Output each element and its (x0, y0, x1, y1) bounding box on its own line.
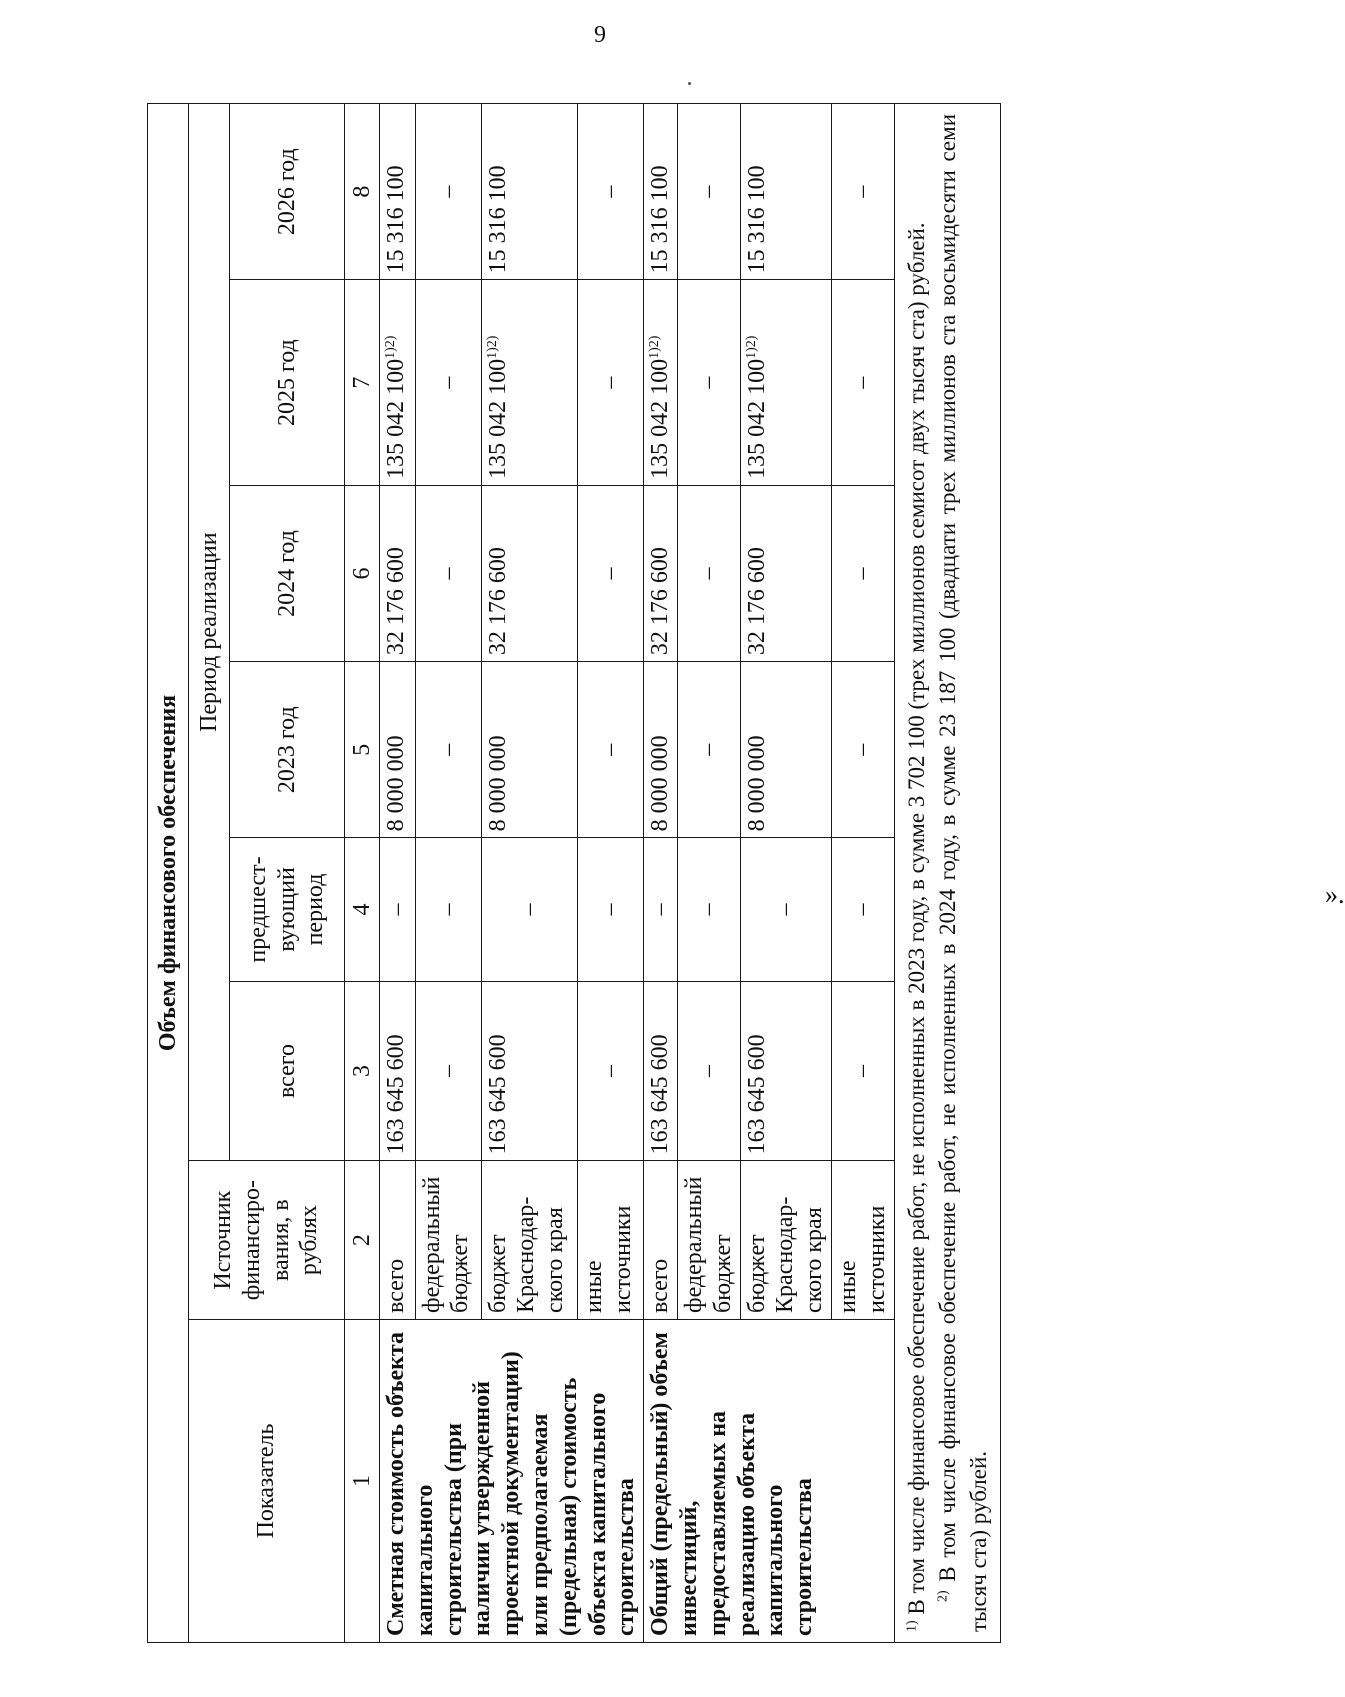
table-row (380, 104, 416, 1643)
year-2024-cell-value: – (695, 567, 722, 580)
total-cell (481, 981, 577, 1161)
year-2025-cell-value: 135 042 100 (647, 358, 674, 479)
year-2024-cell (677, 485, 740, 661)
year-2024-cell (415, 485, 481, 661)
year-2026-cell-value: – (695, 185, 722, 198)
year-2024-cell-value: – (849, 567, 876, 580)
year-2024-cell (740, 485, 831, 661)
col-number-2: 2 (345, 1161, 380, 1320)
source-cell-value: бюджет Краснодар-ского края (484, 1196, 569, 1313)
source-cell (831, 1161, 894, 1320)
footnote (901, 114, 932, 1632)
source-cell-value: иные источники (834, 1205, 890, 1313)
year-2026-cell (481, 104, 577, 280)
year-2024-cell-value: 32 176 600 (383, 547, 409, 656)
year-2026-header: 2026 год (230, 104, 345, 280)
previous-period-cell (677, 838, 740, 981)
period-header: Период реализации (189, 104, 230, 1161)
previous-period-cell (644, 838, 678, 981)
year-2025-cell-value: – (849, 376, 876, 389)
source-cell-value: всего (383, 1258, 409, 1313)
total-cell-value: – (849, 1065, 876, 1078)
year-2023-cell-value: 8 000 000 (383, 735, 409, 832)
year-2026-cell (644, 104, 678, 280)
year-2025-cell (677, 280, 740, 486)
source-cell (481, 1161, 577, 1320)
previous-period-cell-value: – (516, 903, 542, 916)
year-2025-cell (481, 280, 577, 486)
total-cell-value: – (434, 1065, 461, 1078)
footnote-text: В том числе финансовое обеспечение работ, не исполненных в 2023 году, в сумме 3 702 100 (трех миллионов семисот двух тысяч ста) рублей. (903, 222, 929, 1615)
col-number-5: 5 (345, 662, 380, 838)
footnote-reference: 1)2) (383, 335, 398, 359)
total-cell-value: 163 645 600 (383, 1034, 409, 1155)
year-2025-cell (644, 280, 678, 486)
col-number-1: 1 (345, 1319, 380, 1642)
year-2023-cell (644, 662, 678, 838)
volume-header: Объем финансового обеспечения (148, 104, 189, 1643)
previous-period-header: предшест-вующий период (230, 838, 345, 981)
total-cell (831, 981, 894, 1161)
year-2025-cell (578, 280, 644, 486)
year-2024-cell-value: – (434, 567, 461, 580)
year-2023-cell-value: – (597, 743, 624, 756)
year-2026-cell (677, 104, 740, 280)
previous-period-cell-value: – (597, 903, 624, 916)
year-2023-cell (380, 662, 416, 838)
total-cell (644, 981, 678, 1161)
year-2026-cell (578, 104, 644, 280)
total-cell-value: 163 645 600 (647, 1034, 674, 1155)
source-cell-value: федеральный бюджет (680, 1176, 736, 1313)
source-cell (677, 1161, 740, 1320)
year-2026-cell-value: – (434, 185, 461, 198)
year-2025-cell-value: 135 042 100 (383, 358, 409, 479)
source-cell-value: федеральный бюджет (418, 1176, 474, 1313)
total-cell (578, 981, 644, 1161)
year-2023-cell (740, 662, 831, 838)
total-cell (677, 981, 740, 1161)
total-cell (740, 981, 831, 1161)
source-cell-value: иные источники (581, 1205, 636, 1313)
year-2024-cell-value: 32 176 600 (484, 547, 511, 656)
rotated-table-block (147, 103, 1057, 1643)
total-header: всего (230, 981, 345, 1161)
col-number-3: 3 (345, 981, 380, 1161)
col-number-6: 6 (345, 485, 380, 661)
total-cell-value: 163 645 600 (484, 1034, 511, 1155)
previous-period-cell (415, 838, 481, 981)
year-2023-cell (481, 662, 577, 838)
page-number: 9 (594, 22, 606, 48)
year-2026-cell-value: – (597, 185, 624, 198)
year-2025-cell-value: – (434, 376, 461, 389)
total-cell-value: – (597, 1065, 624, 1078)
footnote-mark: 1) (903, 1620, 919, 1632)
year-2025-cell (380, 280, 416, 486)
year-2025-cell-value: 135 042 100 (743, 358, 770, 479)
scan-speck (688, 82, 691, 85)
source-cell-value: бюджет Краснодар-ского края (743, 1196, 828, 1313)
footnote-text: В том числе финансовое обеспечение работ, не исполненных в 2024 году, в сумме 23 187 100 (двадцати трех миллионов ста восьмидесяти семи тысяч ста) рублей. (934, 113, 991, 1632)
footnote-reference: 1)2) (647, 335, 663, 359)
year-2023-cell (415, 662, 481, 838)
source-cell (578, 1161, 644, 1320)
financing-table (147, 103, 1001, 1643)
closing-quote: ». (1325, 880, 1345, 909)
footnote-reference: 1)2) (743, 335, 759, 359)
indicator-cell: Сметная стоимость объекта капитального строительства (при наличии утвержденной проектной документации) или предполагаемая (предельная) стоимость объекта капитального строительства (380, 1319, 644, 1642)
year-2026-cell-value: 15 316 100 (383, 165, 409, 274)
year-2024-cell (481, 485, 577, 661)
source-cell (415, 1161, 481, 1320)
year-2026-cell (740, 104, 831, 280)
year-2025-cell-value: – (695, 376, 722, 389)
year-2026-cell-value: – (849, 185, 876, 198)
source-cell (380, 1161, 416, 1320)
year-2023-cell-value: – (695, 743, 722, 756)
year-2023-cell-value: – (434, 743, 461, 756)
year-2025-header: 2025 год (230, 280, 345, 486)
year-2023-cell-value: 8 000 000 (743, 735, 770, 832)
year-2025-cell (831, 280, 894, 486)
total-cell (415, 981, 481, 1161)
year-2026-cell (831, 104, 894, 280)
previous-period-cell-value: – (383, 903, 410, 916)
year-2025-cell (415, 280, 481, 486)
source-cell (740, 1161, 831, 1320)
previous-period-cell (380, 838, 416, 981)
footnotes (894, 104, 1000, 1643)
footnote (932, 114, 994, 1632)
year-2023-header: 2023 год (230, 662, 345, 838)
previous-period-cell-value: – (695, 903, 722, 916)
source-header: Источник финансиро-вания, в рублях (189, 1161, 345, 1320)
year-2023-cell-value: – (849, 743, 876, 756)
year-2023-cell-value: 8 000 000 (484, 735, 511, 832)
indicator-header: Показатель (189, 1319, 345, 1642)
year-2024-cell (644, 485, 678, 661)
table-row (644, 104, 678, 1643)
year-2026-cell (380, 104, 416, 280)
footnote-reference: 1)2) (484, 335, 500, 359)
year-2024-cell-value: – (597, 567, 624, 580)
total-cell-value: 163 645 600 (743, 1034, 770, 1155)
year-2024-header: 2024 год (230, 485, 345, 661)
year-2026-cell-value: 15 316 100 (743, 165, 770, 274)
col-number-8: 8 (345, 104, 380, 280)
col-number-7: 7 (345, 280, 380, 486)
year-2024-cell-value: 32 176 600 (743, 547, 770, 656)
year-2025-cell-value: – (597, 376, 624, 389)
year-2023-cell (831, 662, 894, 838)
year-2025-cell (740, 280, 831, 486)
previous-period-cell (578, 838, 644, 981)
total-cell-value: – (695, 1065, 722, 1078)
col-number-4: 4 (345, 838, 380, 981)
year-2023-cell (677, 662, 740, 838)
year-2024-cell (831, 485, 894, 661)
previous-period-cell-value: – (647, 903, 674, 916)
previous-period-cell (481, 838, 577, 981)
footnote-mark: 2) (934, 1590, 950, 1602)
previous-period-cell-value: – (849, 903, 876, 916)
year-2026-cell-value: 15 316 100 (484, 165, 511, 274)
year-2026-cell-value: 15 316 100 (647, 165, 674, 274)
previous-period-cell-value: – (772, 903, 799, 916)
year-2024-cell (380, 485, 416, 661)
indicator-cell: Общий (предельный) объем инвестиций, предоставляемых на реализацию объекта капитального строительства (644, 1319, 894, 1642)
previous-period-cell-value: – (434, 903, 461, 916)
previous-period-cell (831, 838, 894, 981)
year-2023-cell-value: 8 000 000 (647, 735, 674, 832)
year-2024-cell-value: 32 176 600 (647, 547, 674, 656)
year-2025-cell-value: 135 042 100 (484, 358, 511, 479)
source-cell-value: всего (647, 1258, 674, 1313)
total-cell (380, 981, 416, 1161)
source-cell (644, 1161, 678, 1320)
year-2024-cell (578, 485, 644, 661)
year-2026-cell (415, 104, 481, 280)
previous-period-cell (740, 838, 831, 981)
year-2023-cell (578, 662, 644, 838)
